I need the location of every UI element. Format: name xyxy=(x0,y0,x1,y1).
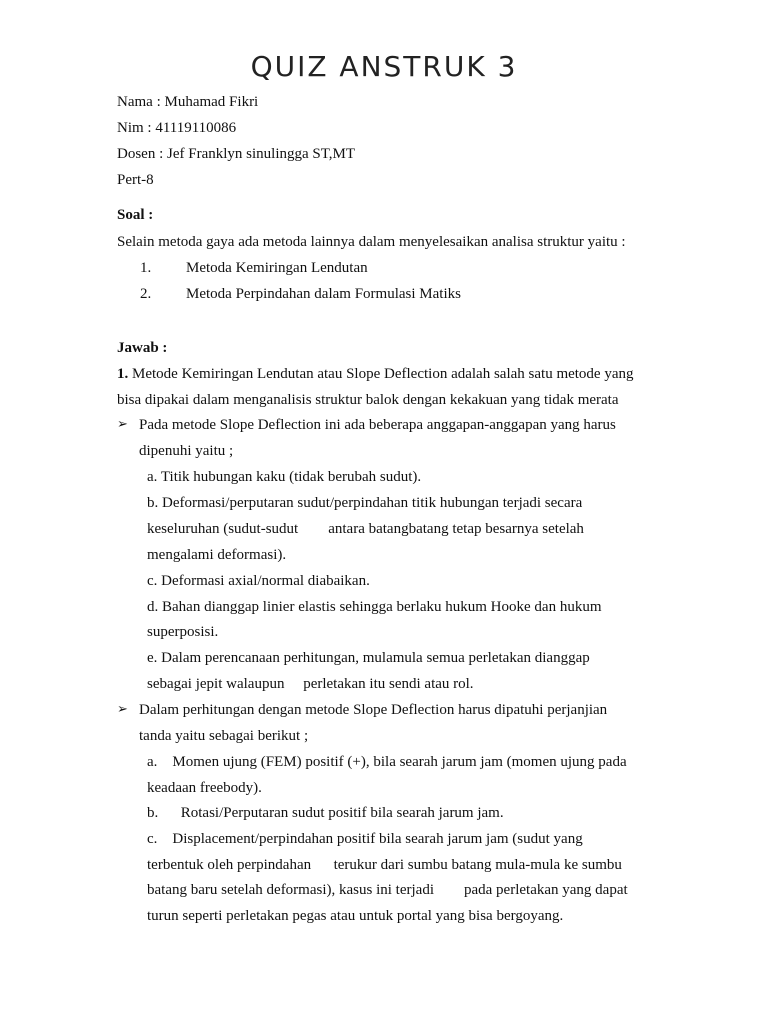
assumption-b-line-1: b. Deformasi/perputaran sudut/perpindahan titik hubungan terjadi secara xyxy=(147,495,583,511)
jawab-heading: Jawab : xyxy=(117,340,168,356)
assumption-b-line-3: mengalami deformasi). xyxy=(147,547,287,563)
convention-b: b. Rotasi/Perputaran sudut positif bila searah jarum jam. xyxy=(147,805,504,821)
convention-a-line-2: keadaan freebody). xyxy=(147,780,262,796)
convention-c-line-1: c. Displacement/perpindahan positif bila searah jarum jam (sudut yang xyxy=(147,831,583,847)
page-title: QUIZ ANSTRUK 3 xyxy=(250,50,518,83)
assumption-e-line-1: e. Dalam perencanaan perhitungan, mulamula semua perletakan dianggap xyxy=(147,650,590,666)
meeting-number: Pert-8 xyxy=(117,172,154,188)
bullet-arrow-icon: ➢ xyxy=(117,417,128,432)
soal-item-text: Metoda Kemiringan Lendutan xyxy=(186,260,368,276)
soal-item-text: Metoda Perpindahan dalam Formulasi Matiks xyxy=(186,286,461,302)
answer-number: 1. xyxy=(117,366,129,382)
soal-item-number: 2. xyxy=(140,286,152,302)
convention-c-line-2: terbentuk oleh perpindahan terukur dari sumbu batang mula-mula ke sumbu xyxy=(147,857,622,873)
bullet-1-line-1: Pada metode Slope Deflection ini ada beberapa anggapan-anggapan yang harus xyxy=(139,417,616,433)
bullet-arrow-icon: ➢ xyxy=(117,702,128,717)
convention-c-line-4: turun seperti perletakan pegas atau untuk portal yang bisa bergoyang. xyxy=(147,908,564,924)
answer-paragraph-1 xyxy=(117,364,634,384)
bullet-2-line-2: tanda yaitu sebagai berikut ; xyxy=(139,728,309,744)
student-name: Nama : Muhamad Fikri xyxy=(117,94,259,110)
soal-intro: Selain metoda gaya ada metoda lainnya dalam menyelesaikan analisa struktur yaitu : xyxy=(117,234,626,250)
assumption-d-line-2: superposisi. xyxy=(147,624,219,640)
answer-text: Metode Kemiringan Lendutan atau Slope Deflection adalah salah satu metode yang xyxy=(128,366,634,382)
assumption-c: c. Deformasi axial/normal diabaikan. xyxy=(147,573,370,589)
convention-c-line-3: batang baru setelah deformasi), kasus ini terjadi pada perletakan yang dapat xyxy=(147,882,628,898)
bullet-1-line-2: dipenuhi yaitu ; xyxy=(139,443,234,459)
soal-item-number: 1. xyxy=(140,260,152,276)
soal-heading: Soal : xyxy=(117,207,154,223)
assumption-e-line-2: sebagai jepit walaupun perletakan itu sendi atau rol. xyxy=(147,676,474,692)
lecturer-name: Dosen : Jef Franklyn sinulingga ST,MT xyxy=(117,146,356,162)
bullet-2-line-1: Dalam perhitungan dengan metode Slope Deflection harus dipatuhi perjanjian xyxy=(139,702,608,718)
assumption-b-line-2: keseluruhan (sudut-sudut antara batangbatang tetap besarnya setelah xyxy=(147,521,584,537)
convention-a-line-1: a. Momen ujung (FEM) positif (+), bila searah jarum jam (momen ujung pada xyxy=(147,754,627,770)
student-nim: Nim : 41119110086 xyxy=(117,120,237,136)
assumption-d-line-1: d. Bahan dianggap linier elastis sehingga berlaku hukum Hooke dan hukum xyxy=(147,599,602,615)
answer-paragraph-1-line-2: bisa dipakai dalam menganalisis struktur balok dengan kekakuan yang tidak merata xyxy=(117,392,619,408)
assumption-a: a. Titik hubungan kaku (tidak berubah sudut). xyxy=(147,469,422,485)
